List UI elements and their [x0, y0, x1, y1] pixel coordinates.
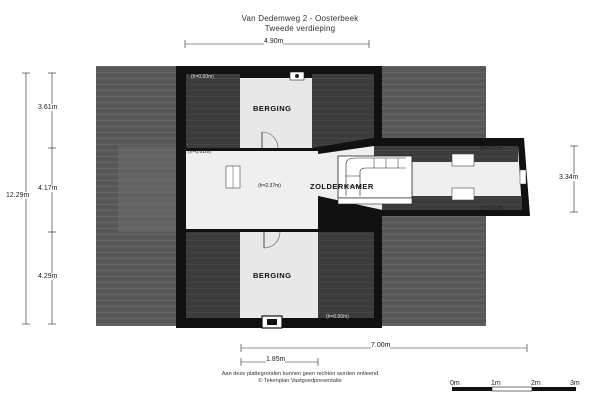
window-small-right [520, 170, 526, 184]
floor-title: Tweede verdieping [264, 24, 336, 33]
dim-left-total: 12.29m [6, 192, 30, 199]
dim-bottom-long: 7.00m [371, 342, 391, 349]
copyright: © Tekenplan Vastgoedpresentatie [258, 378, 342, 384]
scale-label-0: 0m [450, 380, 460, 387]
attic-room [186, 148, 318, 232]
height-dormer-bottom: (h=0.61m) [480, 205, 503, 211]
address-title: Van Dedemweg 2 - Oosterbeek [241, 14, 359, 23]
roof-left [96, 66, 178, 326]
storage-top [240, 78, 312, 148]
dim-left-top: 3.61m [38, 104, 58, 111]
dim-right-height: 3.34m [559, 174, 579, 181]
scale-label-3: 3m [570, 380, 580, 387]
height-top-left: (h=0.61m) [188, 149, 211, 155]
disclaimer: Aan deze plattegronden kunnen geen rechten worden ontleend [221, 371, 379, 377]
scale-label-1: 1m [491, 380, 501, 387]
vent-top [290, 72, 304, 80]
dim-bottom-short: 1.85m [266, 356, 286, 363]
dim-left-bottom: 4.29m [38, 273, 58, 280]
chimney-bottom [262, 316, 282, 328]
window-left [226, 166, 240, 188]
scale-bar [452, 387, 576, 391]
scale-label-2: 2m [531, 380, 541, 387]
dim-top-width: 4.90m [264, 38, 284, 45]
height-center: (h=2.37m) [258, 183, 281, 189]
height-bottom-corner: (h=0.00m) [326, 314, 349, 320]
room-label-berging-bottom: BERGING [253, 271, 292, 280]
window-dormer-top [452, 154, 474, 166]
room-label-berging-top: BERGING [253, 104, 292, 113]
height-dormer-top: (h=0.61m) [480, 146, 503, 152]
dim-left-mid: 4.17m [38, 185, 58, 192]
staircase [338, 156, 412, 204]
window-dormer-bottom [452, 188, 474, 200]
room-label-zolderkamer: ZOLDERKAMER [310, 182, 374, 191]
height-top-corner: (h=0.00m) [191, 74, 214, 80]
